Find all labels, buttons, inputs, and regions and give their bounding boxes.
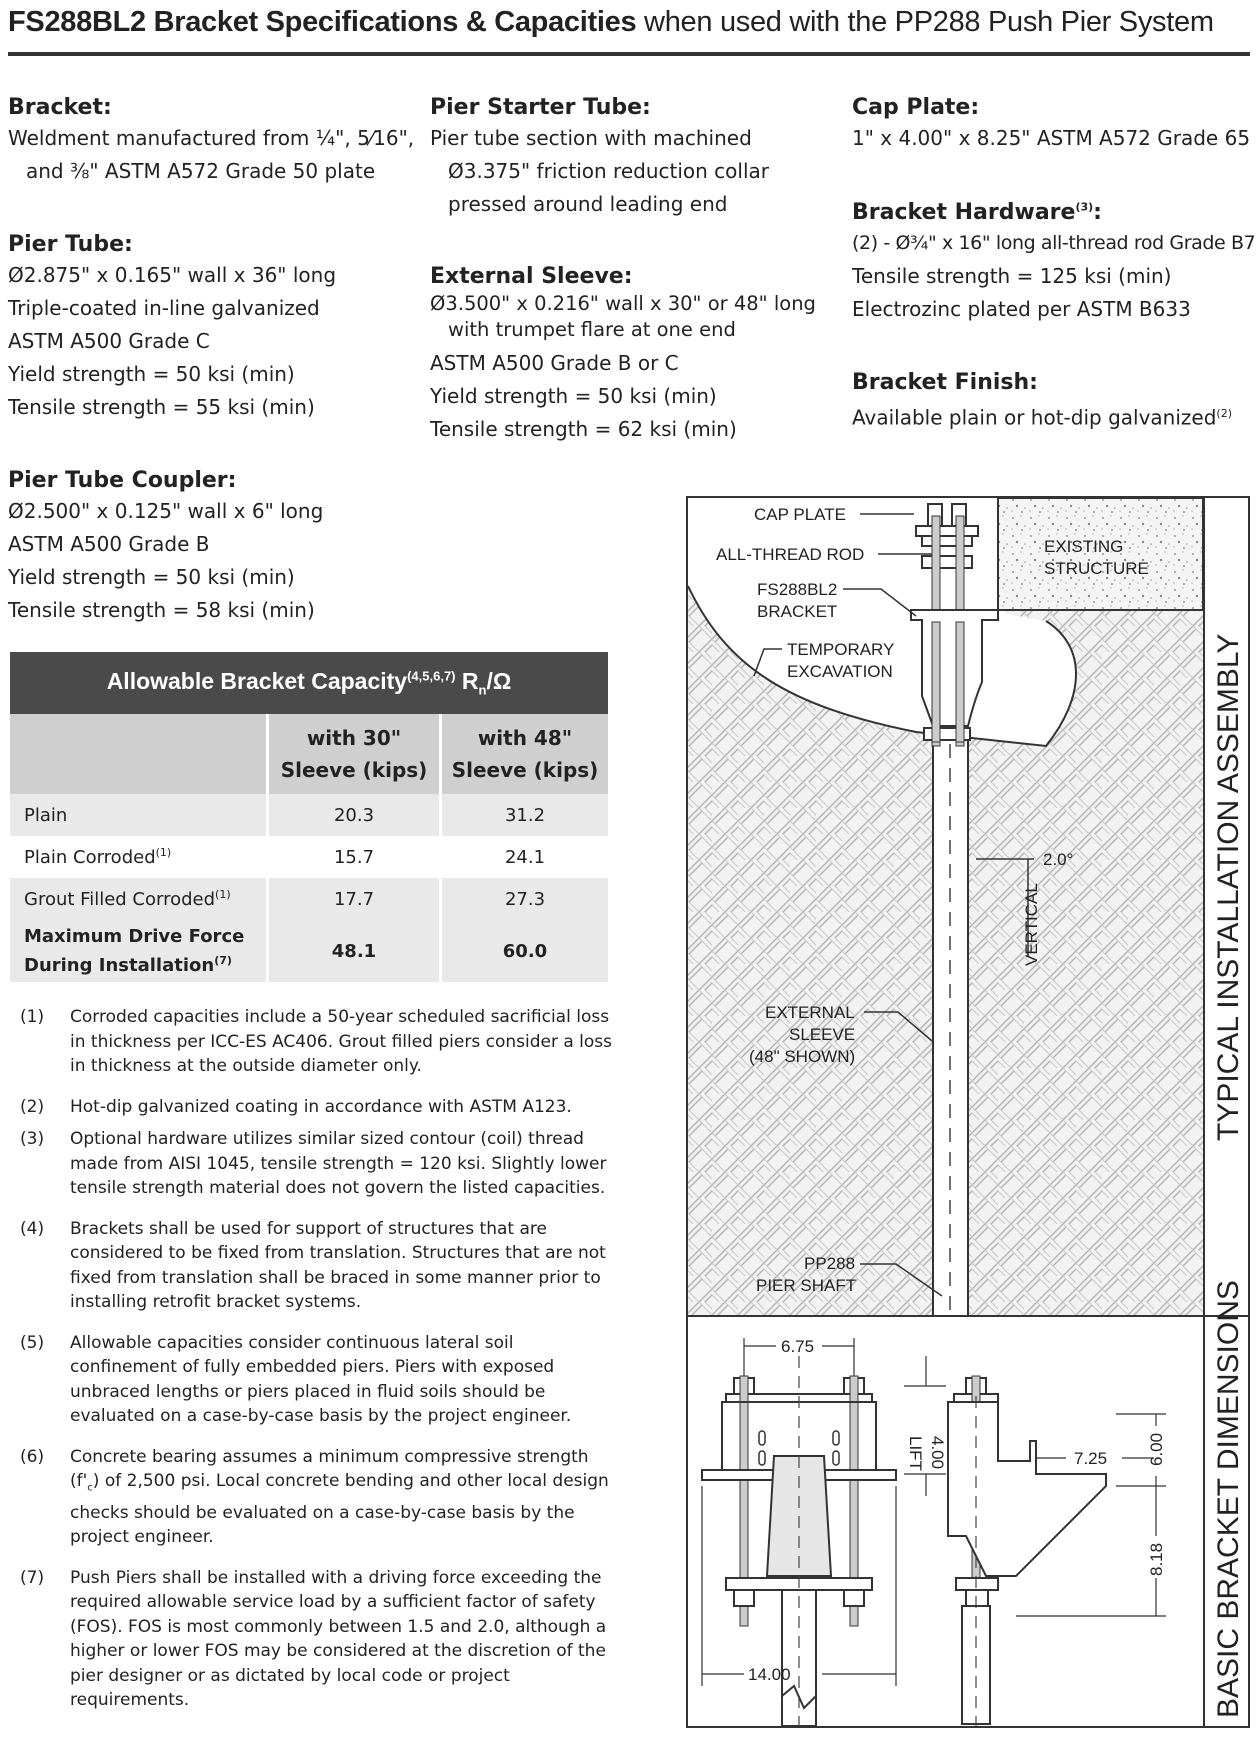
note-num: (5) <box>20 1332 45 1353</box>
sleeve-line: Yield strength = 50 ksi (min) <box>430 384 717 408</box>
pier-starter-tube-section <box>430 95 769 221</box>
pier-tube-line: Ø2.875" x 0.165" wall x 36" long <box>8 263 337 287</box>
note-num: (2) <box>20 1096 45 1117</box>
note-text-b: ) of 2,500 psi. Local concrete bending and other local design checks should be evaluated on a case-by-case basis by the project engineer. <box>70 1471 609 1548</box>
dim-725: 7.25 <box>1074 1449 1108 1468</box>
shaft-label-1: PP288 <box>804 1254 856 1273</box>
all-thread-rod-label: ALL-THREAD ROD <box>716 545 865 564</box>
capacity-title-sup: (4,5,6,7) <box>407 668 456 684</box>
capacity-title-sub: n <box>478 682 487 698</box>
sleeve-label-1: EXTERNAL <box>765 1003 855 1022</box>
row-label <box>10 878 268 920</box>
max-drive-value-48: 60.0 <box>441 920 609 982</box>
bracket-hardware-section <box>852 200 1255 326</box>
sleeve-line-1: Ø3.500" x 0.216" wall x 30" or 48" long <box>430 292 816 315</box>
starter-line-1: Pier tube section with machined <box>430 126 752 150</box>
pier-tube-coupler-section <box>8 468 323 627</box>
note-text: Hot-dip galvanized coating in accordance with ASTM A123. <box>70 1096 572 1117</box>
finish-sup: (2) <box>1216 407 1232 420</box>
row-label-text: Plain Corroded <box>24 847 156 868</box>
capacity-title-end: /Ω <box>486 668 512 695</box>
note-text-a: Concrete bearing assumes a minimum compressive strength (f' <box>70 1446 589 1491</box>
row-label-text: Grout Filled Corroded <box>24 889 216 910</box>
bracket-hardware-sup: (3) <box>1075 200 1094 214</box>
hardware-line: Electrozinc plated per ASTM B633 <box>852 297 1191 321</box>
sleeve-line: Tensile strength = 62 ksi (min) <box>430 417 737 441</box>
starter-line-3: pressed around leading end <box>448 192 728 216</box>
note-text: Push Piers shall be installed with a driving force exceeding the required allowable service load by a sufficient factor of safety (FOS). FOS is most commonly between 1.5 and 2.0, although a higher or lower FOS may be considered at the discretion of the pier designer or as dictated by local code or project requirements. <box>70 1567 607 1711</box>
note-7 <box>20 1566 620 1713</box>
sleeve-label-2: SLEEVE <box>789 1025 856 1044</box>
front-view <box>702 1337 896 1726</box>
page-title <box>8 6 1248 52</box>
finish-line <box>852 397 1232 435</box>
pier-tube-line: Yield strength = 50 ksi (min) <box>8 362 295 386</box>
starter-line-2: Ø3.375" friction reduction collar <box>448 159 769 183</box>
pier-tube-section <box>8 232 336 424</box>
assembly-title: TYPICAL INSTALLATION ASSEMBLY <box>1212 633 1245 1141</box>
header-48-line-1: with 48" <box>477 726 573 750</box>
installation-drawing <box>686 496 1250 1728</box>
bracket-line-1: Weldment manufactured from ¼", 5⁄16", <box>8 126 415 150</box>
header-30-line-1: with 30" <box>306 726 402 750</box>
cap-plate-section <box>852 95 1250 155</box>
cap-plate-heading: Cap Plate: <box>852 95 980 120</box>
coupler-line: Ø2.500" x 0.125" wall x 6" long <box>8 499 324 523</box>
coupler-line: ASTM A500 Grade B <box>8 532 210 556</box>
existing-label-1: EXISTING <box>1044 537 1124 556</box>
dim-lift-label: LIFT <box>906 1436 925 1471</box>
capacity-title-tail: R <box>455 668 479 695</box>
sleeve-line-2: with trumpet flare at one end <box>448 318 736 341</box>
table-row <box>10 878 608 920</box>
max-drive-value-30: 48.1 <box>268 920 441 982</box>
header-48-sleeve <box>441 714 609 794</box>
note-6 <box>20 1445 620 1550</box>
row-label-sup: (1) <box>215 888 231 901</box>
sleeve-line: ASTM A500 Grade B or C <box>430 351 679 375</box>
capacity-table <box>10 652 608 982</box>
table-row-max-drive <box>10 920 608 982</box>
dims-title: BASIC BRACKET DIMENSIONS <box>1212 1280 1245 1718</box>
dim-600: 6.00 <box>1147 1432 1166 1466</box>
bracket-line-2: and ⅜" ASTM A572 Grade 50 plate <box>26 159 376 183</box>
row-value-30: 20.3 <box>268 794 441 836</box>
note-num: (4) <box>20 1218 45 1239</box>
coupler-line: Tensile strength = 58 ksi (min) <box>8 598 315 622</box>
row-value-48: 27.3 <box>441 878 609 920</box>
max-drive-sup: (7) <box>214 953 232 967</box>
note-text-sub: c <box>87 1482 93 1494</box>
bracket-heading: Bracket: <box>8 95 112 120</box>
note-text: Allowable capacities consider continuous lateral soil confinement of fully embedded piers. Piers with exposed unbraced lengths or piers placed in fluid soils should be evaluated on a case-by-case basis by the project engineer. <box>70 1332 572 1426</box>
max-drive-label-2-wrap <box>24 949 265 978</box>
note-text: Corroded capacities include a 50-year scheduled sacrificial loss in thickness per ICC-ES AC406. Grout filled piers consider a loss in thickness at the outside diameter only. <box>70 1007 612 1076</box>
shaft-label-2: PIER SHAFT <box>756 1276 857 1295</box>
note-text: Brackets shall be used for support of structures that are considered to be fixed from translation. Structures that are not fixed from translation shall be braced in some manner prior to installing retrofit bracket systems. <box>70 1218 606 1312</box>
bracket-label-2: BRACKET <box>757 602 838 621</box>
row-label <box>10 836 268 878</box>
note-num: (7) <box>20 1567 45 1588</box>
cap-plate-label: CAP PLATE <box>754 505 846 524</box>
bracket-label-1: FS288BL2 <box>757 580 838 599</box>
max-drive-label <box>10 920 268 982</box>
pier-tube-heading: Pier Tube: <box>8 232 133 257</box>
note-num: (6) <box>20 1446 45 1467</box>
row-value-30: 15.7 <box>268 836 441 878</box>
row-value-48: 24.1 <box>441 836 609 878</box>
capacity-table-title <box>10 652 608 714</box>
sleeve-label-3: (48" SHOWN) <box>749 1047 856 1066</box>
row-label <box>10 794 268 836</box>
table-row <box>10 836 608 878</box>
external-sleeve-section <box>430 264 816 446</box>
pier-tube-coupler-heading: Pier Tube Coupler: <box>8 468 237 493</box>
dim-675: 6.75 <box>781 1337 815 1356</box>
angle-label: 2.0° <box>1043 850 1074 869</box>
finish-text: Available plain or hot-dip galvanized <box>852 405 1217 430</box>
pier-tube-line: Tensile strength = 55 ksi (min) <box>8 395 315 419</box>
bracket-hardware-heading <box>852 200 1255 225</box>
note-5 <box>20 1331 620 1429</box>
bracket-body <box>911 610 998 726</box>
row-value-30: 17.7 <box>268 878 441 920</box>
header-30-line-2: Sleeve (kips) <box>280 758 428 782</box>
existing-label-2: STRUCTURE <box>1044 559 1149 578</box>
bracket-finish-section <box>852 370 1232 435</box>
title-rule <box>8 52 1250 56</box>
note-text: Optional hardware utilizes similar sized contour (coil) thread made from AISI 1045, tensile strength = 120 ksi. Slightly lower tensile strength material does not govern the listed capacities. <box>70 1129 607 1198</box>
bracket-finish-heading: Bracket Finish: <box>852 370 1038 395</box>
note-num: (1) <box>20 1007 45 1027</box>
row-label-text: Plain <box>24 805 68 826</box>
note-3 <box>20 1127 620 1201</box>
note-4 <box>20 1217 620 1315</box>
row-label-sup: (1) <box>155 846 172 859</box>
temp-label-2: EXCAVATION <box>787 662 893 681</box>
bracket-section <box>8 95 414 188</box>
pier-starter-tube-heading: Pier Starter Tube: <box>430 95 651 120</box>
header-blank <box>10 714 268 794</box>
table-row <box>10 794 608 836</box>
note-text <box>70 1445 620 1550</box>
pier-tube-line: Triple-coated in-line galvanized <box>8 296 320 320</box>
bracket-hardware-heading-text: Bracket Hardware <box>852 200 1076 225</box>
hardware-line: (2) - Ø¾" x 16" long all-thread rod Grade B7 <box>852 232 1256 254</box>
row-value-48: 31.2 <box>441 794 609 836</box>
coupler-line: Yield strength = 50 ksi (min) <box>8 565 295 589</box>
note-1 <box>20 1005 620 1079</box>
cap-plate <box>916 526 978 536</box>
note-2 <box>20 1095 620 1120</box>
side-view <box>904 1356 1166 1726</box>
vertical-label: VERTICAL <box>1022 883 1041 966</box>
dim-lift: 4.00 <box>928 1436 947 1470</box>
dim-1400: 14.00 <box>748 1665 791 1684</box>
note-num: (3) <box>20 1129 45 1149</box>
notes-list <box>20 1005 620 1713</box>
dim-818: 8.18 <box>1147 1542 1166 1576</box>
temp-label-1: TEMPORARY <box>787 640 895 659</box>
cap-plate-line: 1" x 4.00" x 8.25" ASTM A572 Grade 65 <box>852 126 1251 150</box>
page-title-rest: when used with the PP288 Push Pier System <box>636 6 1214 38</box>
header-30-sleeve <box>268 714 441 794</box>
page-title-bold: FS288BL2 Bracket Specifications & Capacities <box>8 6 637 38</box>
header-48-line-2: Sleeve (kips) <box>451 758 599 782</box>
capacity-title-text: Allowable Bracket Capacity <box>106 668 408 695</box>
external-sleeve-heading: External Sleeve: <box>430 264 633 289</box>
max-drive-label-2: During Installation <box>24 954 215 976</box>
max-drive-label-1: Maximum Drive Force <box>24 925 245 947</box>
bracket-hardware-colon: : <box>1093 200 1102 225</box>
hardware-line: Tensile strength = 125 ksi (min) <box>852 264 1172 288</box>
pier-tube-line: ASTM A500 Grade C <box>8 329 210 353</box>
